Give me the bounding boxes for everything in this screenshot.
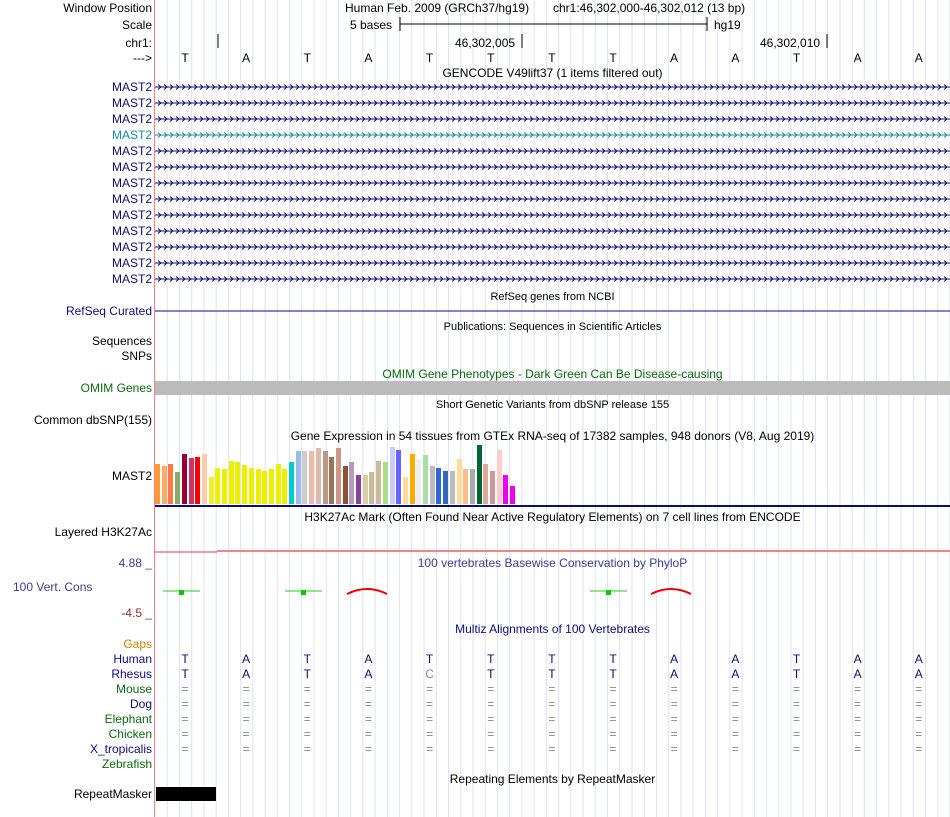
- alignment-dash-elephant: =: [670, 712, 678, 726]
- alignment-dash-chicken: =: [670, 727, 678, 741]
- species-label-mouse[interactable]: Mouse: [115, 682, 152, 696]
- sequence-base: A: [853, 51, 862, 65]
- gtex-bar[interactable]: [483, 464, 488, 504]
- sequence-base: A: [731, 51, 740, 65]
- alignment-dash-mouse: =: [670, 682, 678, 696]
- gtex-bar[interactable]: [343, 466, 348, 504]
- alignment-base-rhesus: T: [181, 667, 189, 681]
- pubs-track-title[interactable]: Publications: Sequences in Scientific Articles: [443, 321, 662, 333]
- alignment-dash-chicken: =: [609, 727, 617, 741]
- gtex-bar[interactable]: [289, 462, 294, 504]
- alignment-base-human: T: [609, 652, 617, 666]
- species-label-chicken[interactable]: Chicken: [108, 727, 152, 741]
- alignment-dash-mouse: =: [731, 682, 739, 696]
- gencode-track-title[interactable]: GENCODE V49lift37 (1 items filtered out): [442, 66, 663, 80]
- alignment-dash-elephant: =: [792, 712, 800, 726]
- gene-label-mast2[interactable]: MAST2: [111, 176, 152, 190]
- alignment-dash-elephant: =: [548, 712, 556, 726]
- alignment-dash-x-tropicalis: =: [426, 742, 434, 756]
- gene-line: [155, 245, 950, 250]
- gtex-bar[interactable]: [168, 464, 173, 504]
- gene-line: [155, 229, 950, 234]
- gtex-bar[interactable]: [269, 469, 274, 504]
- gtex-bar[interactable]: [383, 462, 388, 504]
- gene-line: [155, 277, 950, 282]
- alignment-dash-chicken: =: [915, 727, 923, 741]
- alignment-dash-elephant: =: [487, 712, 495, 726]
- alignment-dash-dog: =: [548, 697, 556, 711]
- gtex-bar[interactable]: [336, 448, 341, 504]
- gtex-bar[interactable]: [443, 471, 448, 504]
- coord-label-2: 46,302,010: [760, 36, 821, 50]
- alignment-dash-elephant: =: [426, 712, 434, 726]
- alignment-base-human: T: [792, 652, 801, 666]
- coord-label-1: 46,302,005: [455, 36, 516, 50]
- phylop-signal[interactable]: [155, 582, 950, 602]
- alignment-base-human: T: [487, 652, 495, 666]
- gtex-bar[interactable]: [463, 469, 468, 504]
- alignment-base-rhesus: A: [242, 667, 251, 681]
- gtex-bar[interactable]: [329, 457, 334, 504]
- alignment-dash-dog: =: [731, 697, 739, 711]
- gtex-bar[interactable]: [430, 466, 435, 504]
- scale-db-text: hg19: [714, 18, 741, 32]
- alignment-dash-x-tropicalis: =: [915, 742, 923, 756]
- alignment-base-human: T: [181, 652, 189, 666]
- gene-line: [155, 213, 950, 218]
- gene-label-mast2-highlighted[interactable]: MAST2: [111, 128, 152, 142]
- coord-tick: [826, 34, 828, 48]
- gtex-bar[interactable]: [390, 447, 395, 504]
- gtex-bar[interactable]: [282, 469, 287, 504]
- gtex-bar[interactable]: [155, 464, 160, 504]
- gtex-bar[interactable]: [215, 468, 220, 504]
- omim-track-title[interactable]: OMIM Gene Phenotypes - Dark Green Can Be Disease-causing: [382, 367, 723, 381]
- dbsnp-label[interactable]: Common dbSNP(155): [33, 413, 152, 427]
- gtex-bar[interactable]: [503, 475, 508, 504]
- gtex-gene-line: [155, 505, 950, 507]
- alignment-dash-mouse: =: [364, 682, 372, 696]
- gtex-bar[interactable]: [403, 477, 408, 504]
- alignment-dash-elephant: =: [609, 712, 617, 726]
- alignment-base-human: A: [914, 652, 923, 666]
- alignment-dash-chicken: =: [792, 727, 800, 741]
- sequence-base: T: [181, 51, 189, 65]
- h3k27ac-track-title[interactable]: H3K27Ac Mark (Often Found Near Active Regulatory Elements) on 7 cell lines from ENCODE: [304, 510, 801, 524]
- alignment-base-rhesus: A: [670, 667, 679, 681]
- phylop-label[interactable]: 100 Vert. Cons: [13, 580, 93, 594]
- alignment-dash-x-tropicalis: =: [792, 742, 800, 756]
- omim-gene-bar[interactable]: [155, 381, 950, 395]
- alignment-dash-dog: =: [915, 697, 923, 711]
- alignment-base-rhesus: T: [792, 667, 801, 681]
- sequence-base: T: [487, 51, 495, 65]
- sequence-base: T: [303, 51, 311, 65]
- alignment-dash-chicken: =: [242, 727, 250, 741]
- sequence-base: T: [425, 51, 434, 65]
- alignment-dash-chicken: =: [487, 727, 495, 741]
- alignment-dash-dog: =: [426, 697, 434, 711]
- alignment-dash-mouse: =: [854, 682, 862, 696]
- gene-line: [155, 181, 950, 186]
- gtex-bar[interactable]: [302, 451, 307, 504]
- alignment-base-rhesus: C: [425, 667, 434, 681]
- alignment-dash-elephant: =: [854, 712, 862, 726]
- refseq-label[interactable]: RefSeq Curated: [65, 304, 152, 318]
- repeatmasker-label[interactable]: RepeatMasker: [73, 787, 152, 801]
- alignment-base-rhesus: A: [853, 667, 862, 681]
- alignment-dash-dog: =: [242, 697, 250, 711]
- alignment-base-rhesus: T: [487, 667, 495, 681]
- alignment-base-human: A: [364, 652, 373, 666]
- scale-bar: [399, 17, 709, 31]
- phylop-max-label: 4.88 _: [118, 556, 152, 570]
- gtex-bar[interactable]: [416, 459, 421, 504]
- coord-tick: [217, 34, 219, 48]
- gtex-bar[interactable]: [470, 469, 475, 504]
- gtex-bar[interactable]: [369, 472, 374, 504]
- sequence-base: A: [670, 51, 679, 65]
- phylop-track-title[interactable]: 100 vertebrates Basewise Conservation by PhyloP: [417, 556, 688, 570]
- phylop-min-label: -4.5 _: [121, 606, 152, 620]
- alignment-base-rhesus: A: [731, 667, 740, 681]
- gtex-bar[interactable]: [423, 455, 428, 504]
- sequence-base: T: [548, 51, 556, 65]
- alignment-dash-dog: =: [609, 697, 617, 711]
- gene-label-mast2[interactable]: MAST2: [111, 192, 152, 206]
- position-text: chr1:46,302,000-46,302,012 (13 bp): [553, 1, 746, 15]
- gtex-bar[interactable]: [242, 465, 247, 504]
- gtex-bar[interactable]: [376, 461, 381, 504]
- refseq-track-title[interactable]: RefSeq genes from NCBI: [490, 291, 615, 303]
- gtex-bar[interactable]: [356, 475, 361, 504]
- alignment-dash-chicken: =: [303, 727, 311, 741]
- alignment-dash-x-tropicalis: =: [364, 742, 372, 756]
- refseq-gene-line[interactable]: [155, 304, 950, 318]
- repeatmasker-element[interactable]: [156, 787, 216, 801]
- gene-line: [155, 101, 950, 106]
- alignment-base-rhesus: T: [609, 667, 617, 681]
- gtex-bar[interactable]: [229, 461, 234, 504]
- gtex-bar[interactable]: [249, 468, 254, 504]
- alignment-dash-elephant: =: [303, 712, 311, 726]
- gtex-bar[interactable]: [436, 468, 441, 504]
- alignment-dash-mouse: =: [303, 682, 311, 696]
- alignment-dash-mouse: =: [792, 682, 800, 696]
- alignment-dash-mouse: =: [242, 682, 250, 696]
- gene-line: [155, 197, 950, 202]
- gene-label-mast2[interactable]: MAST2: [111, 112, 152, 126]
- gene-label-mast2[interactable]: MAST2: [111, 80, 152, 94]
- alignment-base-human: A: [731, 652, 740, 666]
- gtex-bar[interactable]: [202, 454, 207, 504]
- pubs-snps-label[interactable]: SNPs: [121, 349, 152, 363]
- gene-label-mast2[interactable]: MAST2: [111, 144, 152, 158]
- gene-label-mast2[interactable]: MAST2: [111, 256, 152, 270]
- alignment-dash-mouse: =: [181, 682, 189, 696]
- species-label-elephant[interactable]: Elephant: [104, 712, 152, 726]
- alignment-dash-chicken: =: [364, 727, 372, 741]
- alignment-dash-x-tropicalis: =: [609, 742, 617, 756]
- alignment-dash-dog: =: [670, 697, 678, 711]
- alignment-dash-x-tropicalis: =: [670, 742, 678, 756]
- sequence-base: A: [242, 51, 251, 65]
- alignment-dash-elephant: =: [915, 712, 923, 726]
- alignment-dash-chicken: =: [854, 727, 862, 741]
- repeatmasker-track-title[interactable]: Repeating Elements by RepeatMasker: [449, 772, 656, 786]
- gtex-bar[interactable]: [396, 450, 401, 504]
- alignment-base-human: A: [242, 652, 251, 666]
- gtex-bar[interactable]: [363, 475, 368, 504]
- gene-line: [155, 261, 950, 266]
- gene-line: [155, 117, 950, 122]
- gtex-bar[interactable]: [457, 459, 462, 504]
- alignment-dash-dog: =: [792, 697, 800, 711]
- gene-label-mast2[interactable]: MAST2: [111, 160, 152, 174]
- gtex-bar[interactable]: [497, 450, 502, 504]
- alignment-base-human: A: [670, 652, 679, 666]
- alignment-dash-chicken: =: [426, 727, 434, 741]
- sequence-base: T: [792, 51, 801, 65]
- alignment-base-human: T: [548, 652, 556, 666]
- alignment-dash-elephant: =: [242, 712, 250, 726]
- alignment-dash-mouse: =: [426, 682, 434, 696]
- alignment-base-rhesus: A: [364, 667, 373, 681]
- species-label-zebrafish[interactable]: Zebrafish: [101, 757, 152, 771]
- track-labels: [0, 0, 155, 817]
- alignment-dash-elephant: =: [364, 712, 372, 726]
- species-label-rhesus[interactable]: Rhesus: [111, 667, 152, 681]
- gtex-bar[interactable]: [316, 448, 321, 504]
- dna-sequence-row: [155, 51, 950, 65]
- alignment-dash-x-tropicalis: =: [854, 742, 862, 756]
- gtex-bar[interactable]: [477, 445, 482, 504]
- chr-label: chr1:: [125, 36, 152, 50]
- gtex-bar[interactable]: [276, 464, 281, 504]
- gtex-bar[interactable]: [175, 472, 180, 504]
- gtex-bar[interactable]: [349, 462, 354, 504]
- gene-label-mast2[interactable]: MAST2: [111, 224, 152, 238]
- gtex-bar[interactable]: [235, 462, 240, 504]
- gene-label-mast2[interactable]: MAST2: [111, 272, 152, 286]
- alignment-dash-mouse: =: [487, 682, 495, 696]
- alignment-dash-x-tropicalis: =: [731, 742, 739, 756]
- gene-line: [155, 85, 950, 90]
- pubs-sequences-label[interactable]: Sequences: [91, 334, 152, 348]
- gtex-label[interactable]: MAST2: [111, 469, 152, 483]
- gtex-bar[interactable]: [490, 471, 495, 504]
- sequence-base: A: [364, 51, 373, 65]
- gtex-bar[interactable]: [510, 486, 515, 504]
- alignment-base-rhesus: T: [303, 667, 311, 681]
- alignment-dash-dog: =: [854, 697, 862, 711]
- gtex-bar[interactable]: [162, 466, 167, 504]
- h3k27ac-label[interactable]: Layered H3K27Ac: [54, 525, 152, 539]
- h3k27ac-signal[interactable]: [155, 545, 950, 555]
- gtex-bar-chart[interactable]: [155, 444, 950, 504]
- alignment-dash-dog: =: [303, 697, 311, 711]
- alignment-dash-chicken: =: [181, 727, 189, 741]
- alignment-dash-x-tropicalis: =: [548, 742, 556, 756]
- coord-tick: [521, 34, 523, 48]
- omim-label[interactable]: OMIM Genes: [80, 381, 152, 395]
- multiz-track-title[interactable]: Multiz Alignments of 100 Vertebrates: [455, 622, 650, 636]
- alignment-dash-dog: =: [181, 697, 189, 711]
- alignment-dash-x-tropicalis: =: [181, 742, 189, 756]
- sequence-base: A: [914, 51, 923, 65]
- gtex-bar[interactable]: [262, 471, 267, 504]
- sequence-base: T: [609, 51, 617, 65]
- gencode-gene-lines[interactable]: [155, 80, 950, 290]
- species-label-human[interactable]: Human: [113, 652, 152, 666]
- alignment-base-human: A: [853, 652, 862, 666]
- alignment-dash-elephant: =: [181, 712, 189, 726]
- alignment-dash-mouse: =: [915, 682, 923, 696]
- alignment-dash-chicken: =: [731, 727, 739, 741]
- gtex-bar[interactable]: [309, 451, 314, 504]
- strand-label: --->: [133, 51, 152, 65]
- assembly-text: Human Feb. 2009 (GRCh37/hg19): [345, 1, 530, 15]
- alignment-base-human: T: [425, 652, 434, 666]
- gtex-bar[interactable]: [256, 469, 261, 504]
- dbsnp-track-title[interactable]: Short Genetic Variants from dbSNP release 155: [435, 399, 670, 411]
- gene-label-mast2[interactable]: MAST2: [111, 96, 152, 110]
- alignment-dash-dog: =: [364, 697, 372, 711]
- gene-label-mast2[interactable]: MAST2: [111, 208, 152, 222]
- alignment-dash-mouse: =: [609, 682, 617, 696]
- gtex-bar[interactable]: [323, 451, 328, 504]
- alignment-dash-dog: =: [487, 697, 495, 711]
- gtex-bar[interactable]: [410, 454, 415, 504]
- scale-bases-text: 5 bases: [350, 18, 393, 32]
- alignment-dash-chicken: =: [548, 727, 556, 741]
- gene-label-mast2[interactable]: MAST2: [111, 240, 152, 254]
- alignment-dash-x-tropicalis: =: [242, 742, 250, 756]
- alignment-base-human: T: [303, 652, 311, 666]
- alignment-dash-x-tropicalis: =: [487, 742, 495, 756]
- gtex-bar[interactable]: [222, 469, 227, 504]
- gtex-bar[interactable]: [182, 454, 187, 504]
- gtex-bar[interactable]: [209, 477, 214, 504]
- species-label-x-tropicalis[interactable]: X_tropicalis: [89, 742, 152, 756]
- gene-line: [155, 133, 950, 138]
- alignment-dash-elephant: =: [731, 712, 739, 726]
- gtex-bar[interactable]: [450, 471, 455, 504]
- multiz-alignment[interactable]: [155, 652, 950, 772]
- species-label-dog[interactable]: Dog: [129, 697, 152, 711]
- gtex-bar[interactable]: [296, 451, 301, 504]
- gaps-label[interactable]: Gaps: [123, 637, 152, 651]
- gtex-track-title[interactable]: Gene Expression in 54 tissues from GTEx RNA-seq of 17382 samples, 948 donors (V8, Aug 2019): [290, 429, 815, 443]
- window-position-label: Window Position: [63, 1, 152, 15]
- alignment-base-rhesus: T: [548, 667, 556, 681]
- gtex-bar[interactable]: [195, 457, 200, 504]
- gtex-bar[interactable]: [189, 458, 194, 504]
- alignment-dash-x-tropicalis: =: [303, 742, 311, 756]
- gene-line: [155, 165, 950, 170]
- alignment-dash-mouse: =: [548, 682, 556, 696]
- alignment-base-rhesus: A: [914, 667, 923, 681]
- track-data-area[interactable]: [155, 0, 950, 817]
- scale-label: Scale: [121, 18, 152, 32]
- gene-line: [155, 149, 950, 154]
